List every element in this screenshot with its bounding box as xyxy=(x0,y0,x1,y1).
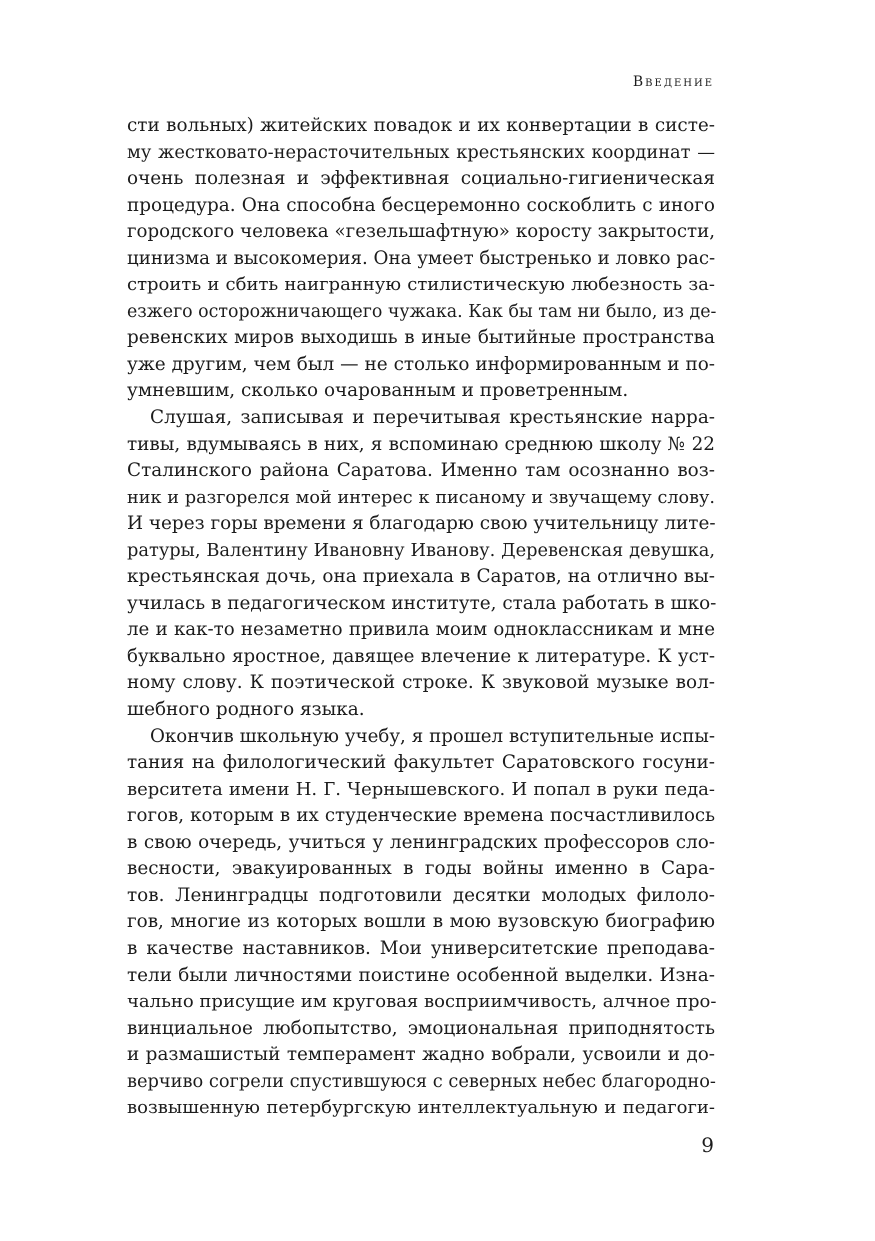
text-line: тели были личностями поистине особенной выделки. Изна- xyxy=(127,964,715,986)
body-text xyxy=(127,113,715,1122)
text-line: му жестковато-нерасточительных крестьянских координат — xyxy=(127,141,715,163)
text-line: ник и разгорелся мой интерес к писаному и звучащему слову. xyxy=(127,487,715,508)
text-line: очень полезная и эффективная социально-гигиеническая xyxy=(127,168,715,190)
page-number: 9 xyxy=(701,1133,714,1157)
text-line: строить и сбить наигранную стилистическую любезность за- xyxy=(127,274,715,296)
text-line: гов, многие из которых вошли в мою вузовскую биографию xyxy=(127,911,715,933)
text-line: весности, эвакуированных в годы войны именно в Сара- xyxy=(127,858,715,880)
text-line: умневшим, сколько очарованным и проветренным. xyxy=(127,380,629,402)
text-line: ревенских миров выходишь в иные бытийные пространства xyxy=(127,327,715,349)
text-line: в качестве наставников. Мои университетские преподава- xyxy=(127,937,715,959)
text-line: чально присущие им круговая восприимчивость, алчное про- xyxy=(127,991,717,1013)
text-line: Сталинского района Саратова. Именно там осознанно воз- xyxy=(127,460,715,482)
text-line: процедура. Она способна бесцеремонно соскоблить с иного xyxy=(127,194,715,216)
text-line: цинизма и высокомерия. Она умеет быстренько и ловко рас- xyxy=(127,247,716,269)
text-line: Окончив школьную учебу, я прошел вступительные испы- xyxy=(150,725,715,747)
text-line: сти вольных) житейских повадок и их конвертации в систе- xyxy=(127,115,715,136)
running-head: Введение xyxy=(632,74,714,90)
text-line: шебного родного языка. xyxy=(127,699,365,721)
text-line: возвышенную петербургскую интеллектуальную и педагоги- xyxy=(127,1097,715,1119)
text-line: Слушая, записывая и перечитывая крестьянские нарра- xyxy=(150,407,715,429)
text-line: крестьянская дочь, она приехала в Саратов, на отлично вы- xyxy=(127,566,715,588)
text-line: верситета имени Н. Г. Чернышевского. И попал в руки педа- xyxy=(127,778,715,800)
text-line: ратуры, Валентину Ивановну Иванову. Деревенская девушка, xyxy=(127,539,715,561)
text-line: тания на филологический факультет Саратовского госуни- xyxy=(127,752,715,774)
text-line: ле и как-то незаметно привила моим одноклассникам и мне xyxy=(127,619,715,641)
text-line: уже другим, чем был — не столько информированным и по- xyxy=(127,353,715,375)
text-line: тов. Ленинградцы подготовили десятки молодых филоло- xyxy=(127,884,715,906)
text-line: езжего осторожничающего чужака. Как бы там ни было, из де- xyxy=(127,301,717,322)
text-line: городского человека «гезельшафтную» коросту закрытости, xyxy=(127,221,715,243)
text-line: ному слову. К поэтической строке. К звуковой музыке вол- xyxy=(127,672,715,694)
text-line: винциальное любопытство, эмоциональная приподнятость xyxy=(127,1017,715,1039)
text-line: И через горы времени я благодарю свою учительницу лите- xyxy=(127,513,716,535)
text-line: и размашистый темперамент жадно вобрали, усвоили и до- xyxy=(127,1044,715,1066)
text-line: училась в педагогическом институте, стала работать в шко- xyxy=(127,592,717,614)
text-line: тивы, вдумываясь в них, я вспоминаю среднюю школу № 22 xyxy=(127,433,715,455)
text-line: верчиво согрели спустившуюся с северных небес благородно- xyxy=(127,1070,716,1092)
text-line: в свою очередь, учиться у ленинградских профессоров сло- xyxy=(127,831,715,853)
text-line: гогов, которым в их студенческие времена посчастливилось xyxy=(127,805,715,827)
text-line: буквально яростное, давящее влечение к литературе. К уст- xyxy=(127,645,715,667)
